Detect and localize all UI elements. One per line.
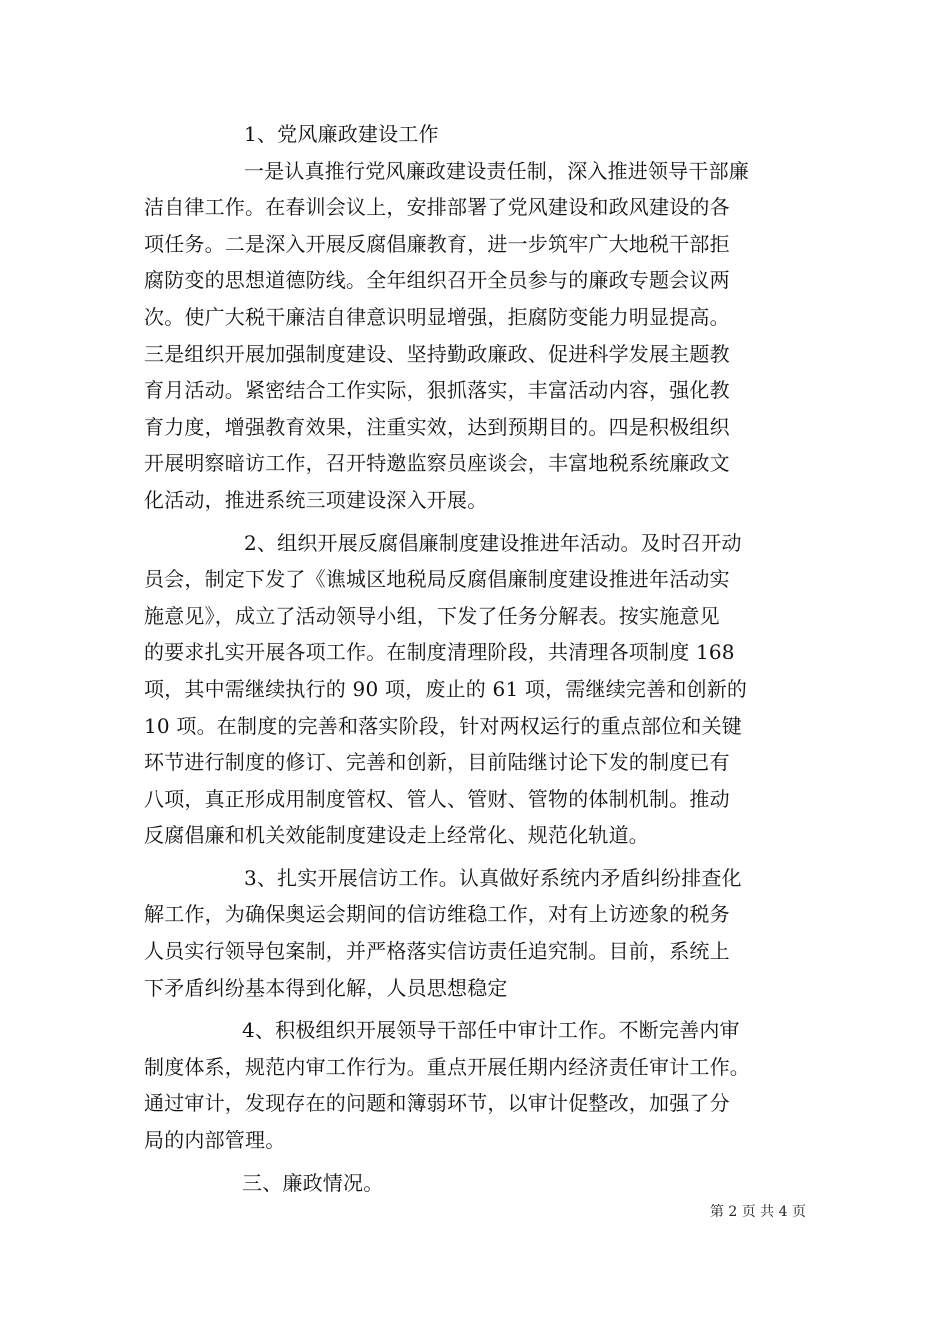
paragraph-line: 洁自律工作。在春训会议上，安排部署了党风建设和政风建设的各 [144,195,730,220]
paragraph-line: 环节进行制度的修订、完善和创新，目前陆继讨论下发的制度已有 [144,750,730,775]
paragraph-line: 次。使广大税干廉洁自律意识明显增强，拒腐防变能力明显提高。 [144,304,730,329]
paragraph-line: 育力度，增强教育效果，注重实效，达到预期目的。四是积极组织 [144,414,730,439]
paragraph-line: 解工作，为确保奥运会期间的信访维稳工作，对有上访迹象的税务 [144,902,730,927]
paragraph-line: 员会，制定下发了《谯城区地税局反腐倡廉制度建设推进年活动实 [144,567,730,592]
section-heading-3: 3、扎实开展信访工作。认真做好系统内矛盾纠纷排查化 [244,865,742,890]
paragraph-line: 通过审计，发现存在的问题和簿弱环节，以审计促整改，加强了分 [144,1091,730,1116]
paragraph-line: 化活动，推进系统三项建设深入开展。 [144,487,488,512]
document-body [144,116,814,1201]
paragraph-line: 反腐倡廉和机关效能制度建设走上经常化、规范化轨道。 [144,823,649,848]
paragraph-line: 的要求扎实开展各项工作。在制度清理阶段，共清理各项制度 168 [144,640,735,665]
section-heading-1: 1、党风廉政建设工作 [244,122,439,146]
paragraph-line: 项任务。二是深入开展反腐倡廉教育，进一步筑牢广大地税干部拒 [144,231,730,256]
section-heading-5: 三、廉政情况。 [242,1170,384,1195]
paragraph-line: 腐防变的思想道德防线。全年组织召开全员参与的廉政专题会议两 [144,268,730,293]
paragraph-line: 育月活动。紧密结合工作实际，狠抓落实，丰富活动内容，强化教 [144,378,730,403]
paragraph-line: 开展明察暗访工作，召开特邀监察员座谈会，丰富地税系统廉政文 [144,451,730,476]
paragraph-line: 局的内部管理。 [144,1128,286,1153]
paragraph-line: 下矛盾纠纷基本得到化解，人员思想稳定 [144,975,508,1000]
paragraph-line: 人员实行领导包案制，并严格落实信访责任追究制。目前，系统上 [144,939,730,964]
paragraph-line: 施意见》，成立了活动领导小组，下发了任务分解表。按实施意见 [144,603,720,628]
paragraph-line: 八项，真正形成用制度管权、管人、管财、管物的体制机制。推动 [144,786,730,811]
paragraph-line: 三是组织开展加强制度建设、坚持勤政廉政、促进科学发展主题教 [144,341,730,366]
paragraph-line: 10 项。在制度的完善和落实阶段，针对两权运行的重点部位和关键 [144,713,743,738]
section-heading-4: 4、积极组织开展领导干部任中审计工作。不断完善内审 [242,1018,740,1043]
paragraph-line: 一是认真推行党风廉政建设责任制，深入推进领导干部廉 [244,158,749,183]
page-number-footer: 第 2 页 共 4 页 [709,1204,806,1220]
section-heading-2: 2、组织开展反腐倡廉制度建设推进年活动。及时召开动 [244,530,742,555]
paragraph-line: 制度体系，规范内审工作行为。重点开展任期内经济责任审计工作。 [144,1054,750,1079]
paragraph-line: 项，其中需继续执行的 90 项，废止的 61 项，需继续完善和创新的 [144,676,748,701]
